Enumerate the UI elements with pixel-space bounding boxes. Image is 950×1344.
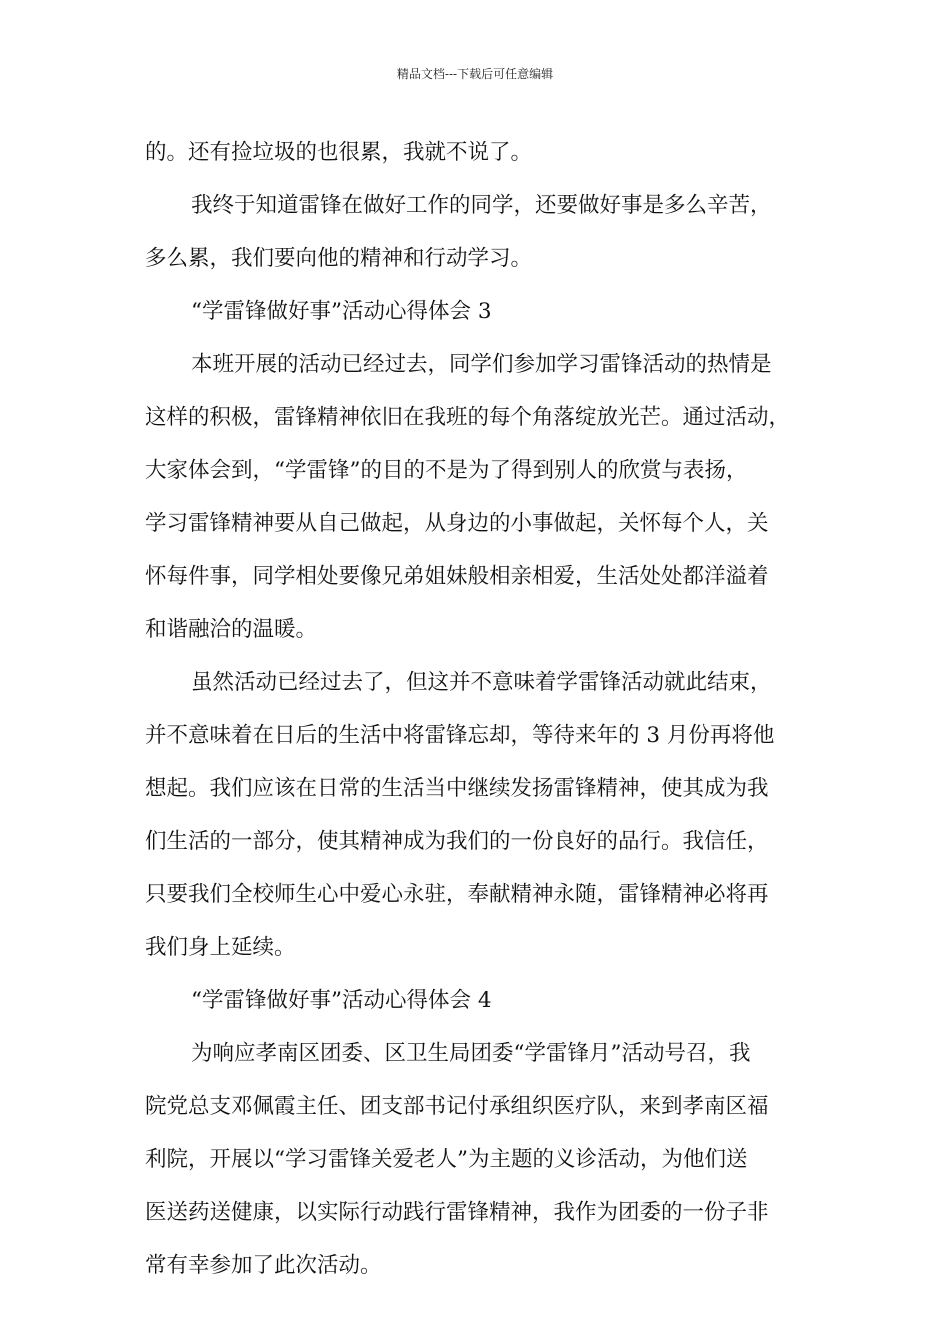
body-line: 的。还有捡垃圾的也很累，我就不说了。 [145, 140, 533, 165]
body-line: 院党总支邓佩霞主任、团支部书记付承组织医疗队，来到孝南区福 [145, 1094, 769, 1119]
body-line: 和谐融洽的温暖。 [145, 617, 318, 642]
body-line: 大家体会到，“学雷锋”的目的不是为了得到别人的欣赏与表扬， [145, 458, 748, 483]
body-line: 们生活的一部分，使其精神成为我们的一份良好的品行。我信任， [145, 829, 769, 854]
body-line: 这样的积极，雷锋精神依旧在我班的每个角落绽放光芒。通过活动， [145, 405, 791, 430]
body-line: 怀每件事，同学相处要像兄弟姐妹般相亲相爱，生活处处都洋溢着 [145, 564, 769, 589]
body-line: 只要我们全校师生心中爱心永驻，奉献精神永随，雷锋精神必将再 [145, 882, 769, 907]
section-heading-4: “学雷锋做好事”活动心得体会 4 [191, 988, 492, 1013]
paragraph-start-line: 虽然活动已经过去了，但这并不意味着学雷锋活动就此结束， [191, 670, 772, 695]
body-line: 学习雷锋精神要从自己做起，从身边的小事做起，关怀每个人，关 [145, 511, 769, 536]
page-header: 精品文档---下载后可任意编辑 [396, 67, 554, 81]
body-line: 并不意味着在日后的生活中将雷锋忘却，等待来年的 3 月份再将他 [145, 723, 775, 748]
paragraph-start-line: 本班开展的活动已经过去，同学们参加学习雷锋活动的热情是 [191, 352, 772, 377]
body-line: 医送药送健康，以实际行动践行雷锋精神，我作为团委的一份子非 [145, 1200, 769, 1225]
body-line: 常有幸参加了此次活动。 [145, 1253, 382, 1278]
body-line: 我们身上延续。 [145, 935, 296, 960]
paragraph-start-line: 我终于知道雷锋在做好工作的同学，还要做好事是多么辛苦， [191, 193, 772, 218]
paragraph-start-line: 为响应孝南区团委、区卫生局团委“学雷锋月”活动号召，我 [191, 1041, 751, 1066]
body-line: 想起。我们应该在日常的生活当中继续发扬雷锋精神，使其成为我 [145, 776, 769, 801]
body-line: 利院，开展以“学习雷锋关爱老人”为主题的义诊活动，为他们送 [145, 1147, 748, 1172]
body-line: 多么累，我们要向他的精神和行动学习。 [145, 246, 533, 271]
section-heading-3: “学雷锋做好事”活动心得体会 3 [191, 299, 492, 324]
